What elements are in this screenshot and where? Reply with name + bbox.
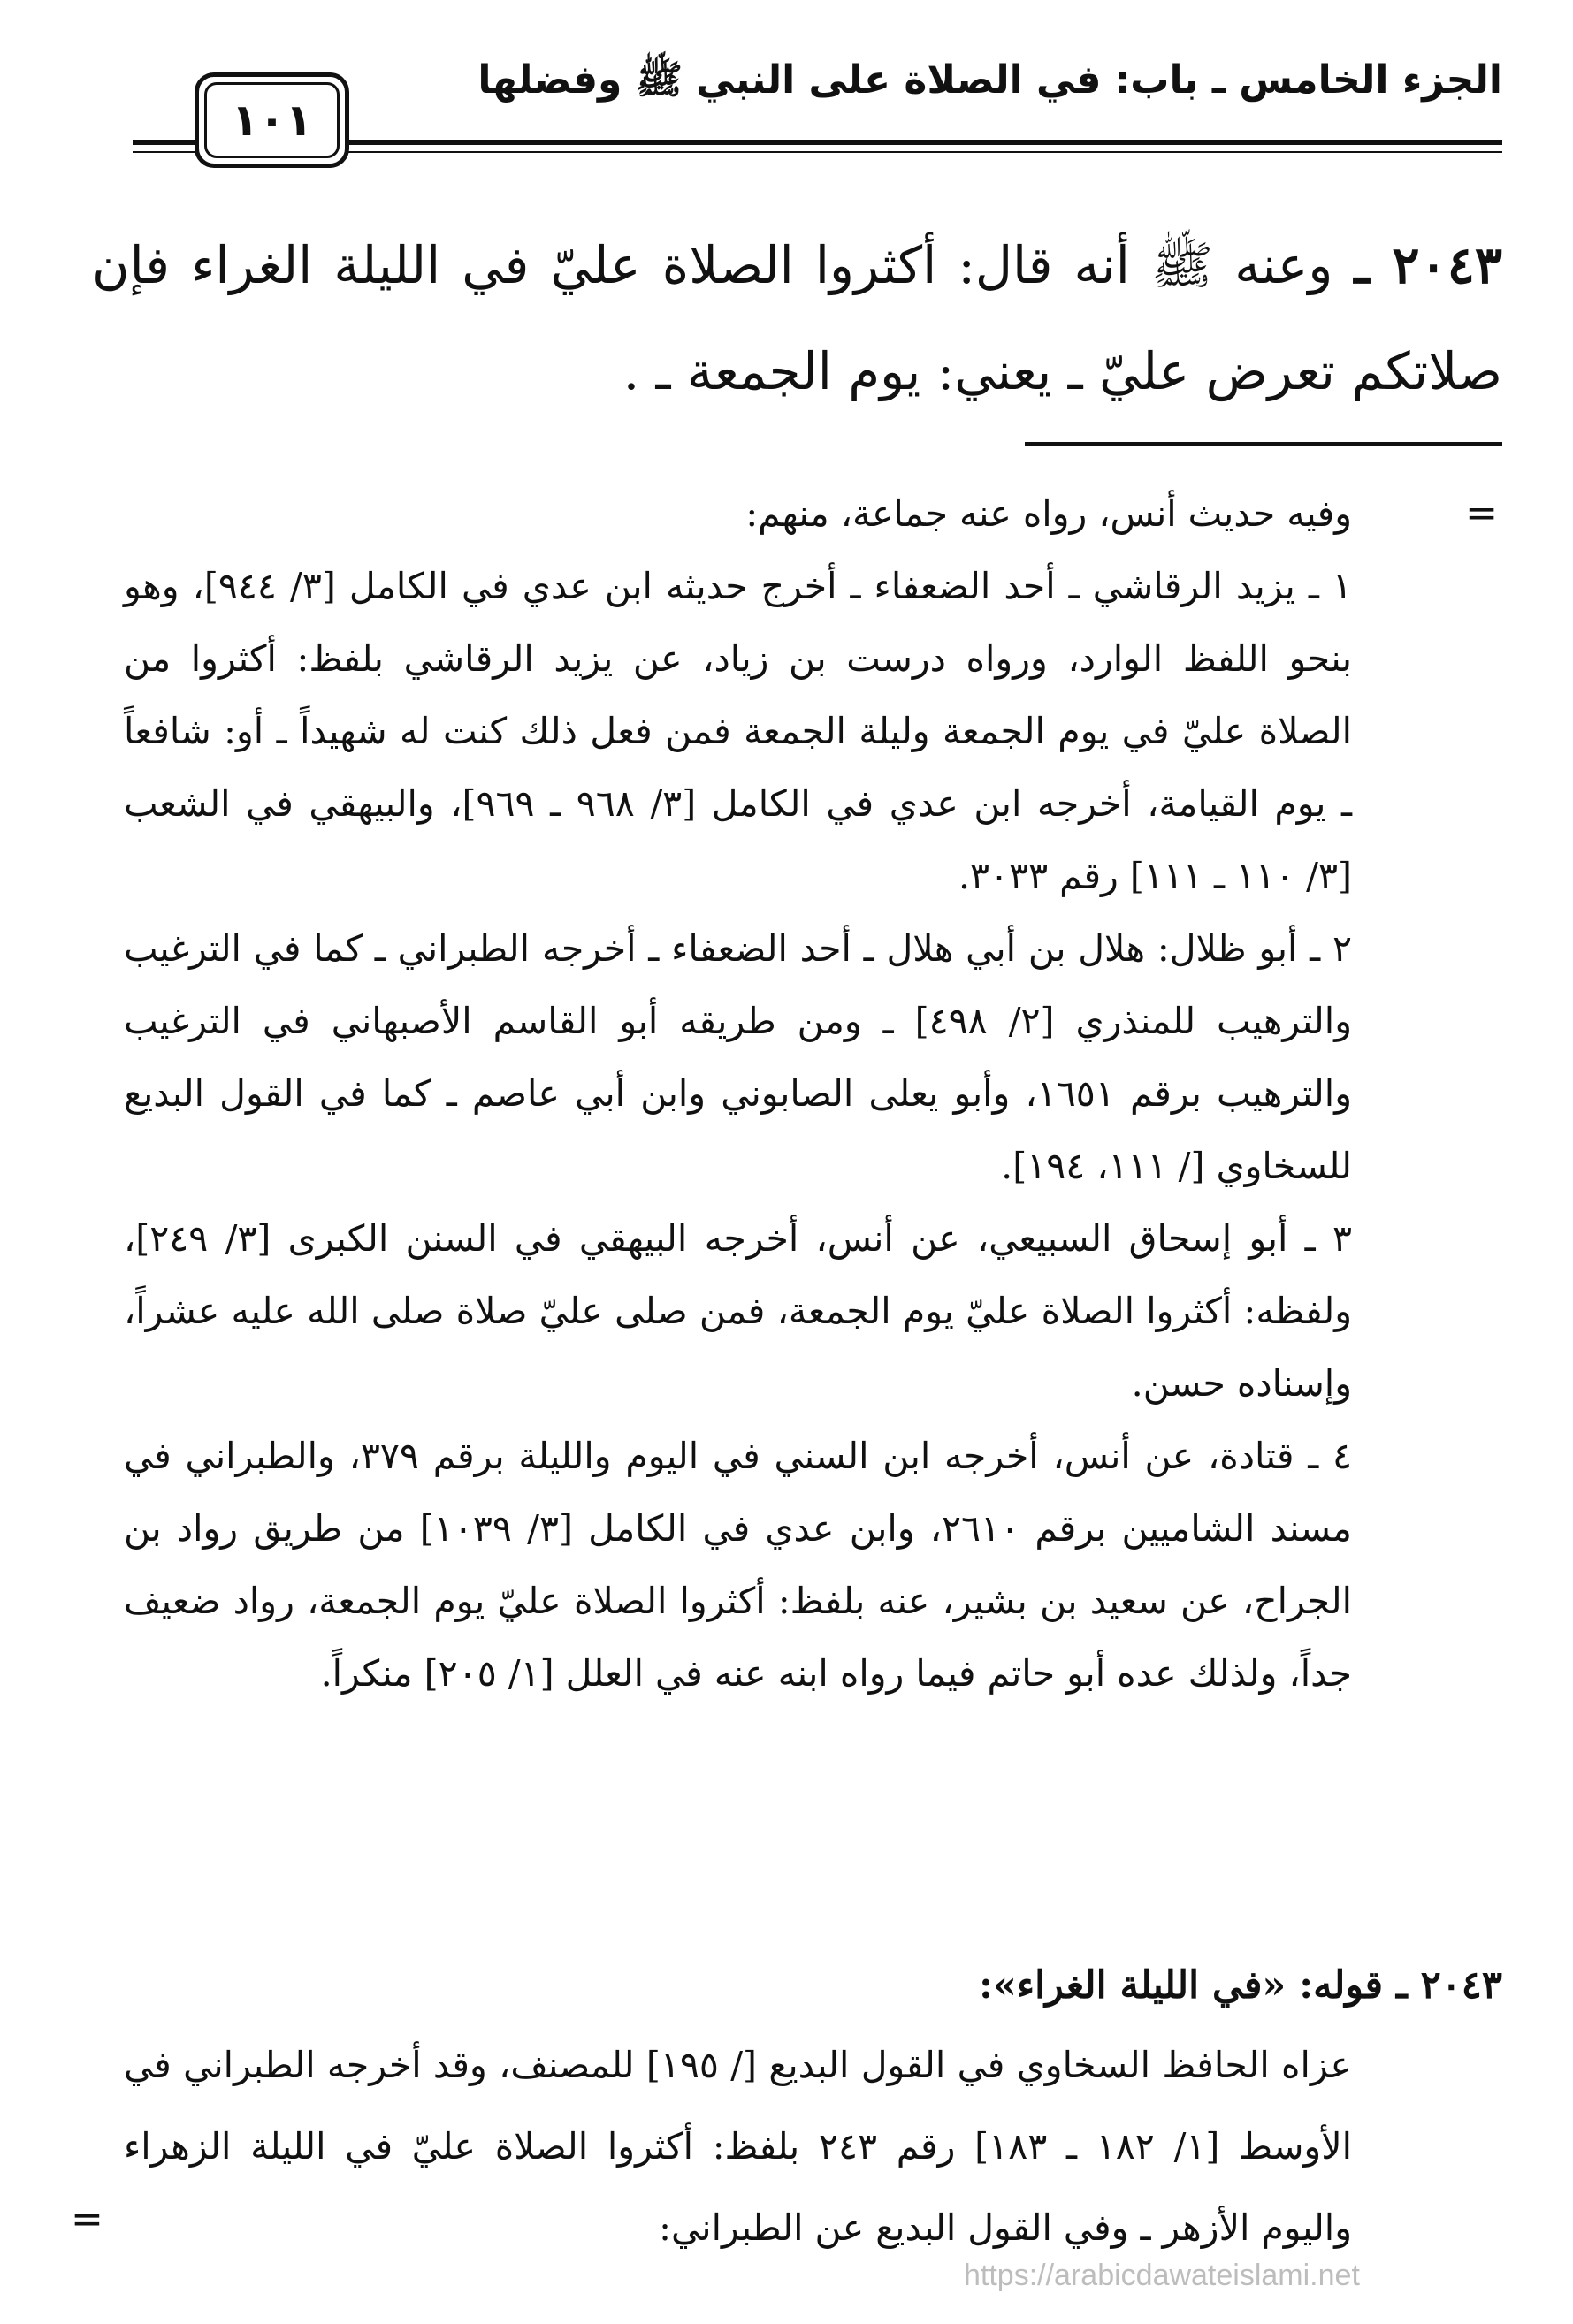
continuation-mark-end: = — [71, 2197, 103, 2242]
footnote-item: ٣ ـ أبو إسحاق السبيعي، عن أنس، أخرجه البيهقي في السنن الكبرى [٣/ ٢٤٩]، ولفظه: أكثروا الصلاة عليّ يوم الجمعة، فمن صلى عليّ صلاة صلى الله عليه عشراً، وإسناده حسن. — [124, 1217, 1352, 1405]
page-number-frame — [195, 72, 349, 168]
running-title: الجزء الخامس ـ باب: في الصلاة على النبي ﷺ وفضلها — [477, 57, 1502, 103]
footnote-item: ٤ ـ قتادة، عن أنس، أخرجه ابن السني في اليوم والليلة برقم ٣٧٩، والطبراني في مسند الشاميين برقم ٢٦١٠، وابن عدي في الكامل [٣/ ١٠٣٩] من طريق رواد بن الجراح، عن سعيد بن بشير، عنه بلفظ: أكثروا الصلاة عليّ يوم الجمعة، رواد ضعيف جداً، ولذلك عده أبو حاتم فيما رواه ابنه عنه في العلل [١/ ٢٠٥] منكراً. — [124, 1435, 1353, 1695]
footnote-intro: وفيه حديث أنس، رواه عنه جماعة، منهم: — [745, 492, 1352, 535]
main-hadith — [92, 212, 1502, 424]
page-number: ١٠١ — [204, 82, 340, 158]
commentary-body: عزاه الحافظ السخاوي في القول البديع [/ ١٩٥] للمصنف، وقد أخرجه الطبراني في الأوسط [١/ ١٨٢ ـ ١٨٣] رقم ٢٤٣ بلفظ: أكثروا الصلاة عليّ في الليلة الزهراء واليوم الأزهر ـ وفي القول البديع عن الطبراني: — [124, 2044, 1353, 2249]
footnote-separator — [1025, 442, 1502, 446]
hadith-number: ٢٠٤٣ ـ — [1354, 235, 1502, 295]
continuation-mark: = — [1465, 491, 1498, 536]
footnote-item: ٢ ـ أبو ظلال: هلال بن أبي هلال ـ أحد الضعفاء ـ أخرجه الطبراني ـ كما في الترغيب والترهيب للمنذري [٢/ ٤٩٨] ـ ومن طريقه أبو القاسم الأصبهاني في الترغيب والترهيب برقم ١٦٥١، وأبو يعلى الصابوني وابن أبي عاصم ـ كما في القول البديع للسخاوي [/ ١١١، ١٩٤]. — [124, 927, 1352, 1187]
footnote-item: ١ ـ يزيد الرقاشي ـ أحد الضعفاء ـ أخرج حديثه ابن عدي في الكامل [٣/ ٩٤٤]، وهو بنحو اللفظ الوارد، ورواه درست بن زياد، عن يزيد الرقاشي بلفظ: أكثروا من الصلاة عليّ في يوم الجمعة وليلة الجمعة فمن فعل ذلك كنت له شهيداً ـ أو: شافعاً ـ يوم القيامة، أخرجه ابن عدي في الكامل [٣/ ٩٦٨ ـ ٩٦٩]، والبيهقي في الشعب [٣/ ١١٠ ـ ١١١] رقم ٣٠٣٣. — [124, 565, 1352, 897]
watermark-url: https://arabicdawateislami.net — [964, 2259, 1360, 2292]
commentary-heading: ٢٠٤٣ ـ قوله: «في الليلة الغراء»: — [979, 1963, 1502, 2008]
hadith-text: وعنه ﷺ أنه قال: أكثروا الصلاة عليّ في الليلة الغراء فإن صلاتكم تعرض عليّ ـ يعني: يوم الجمعة ـ . — [92, 235, 1502, 401]
footnotes — [124, 477, 1352, 1710]
